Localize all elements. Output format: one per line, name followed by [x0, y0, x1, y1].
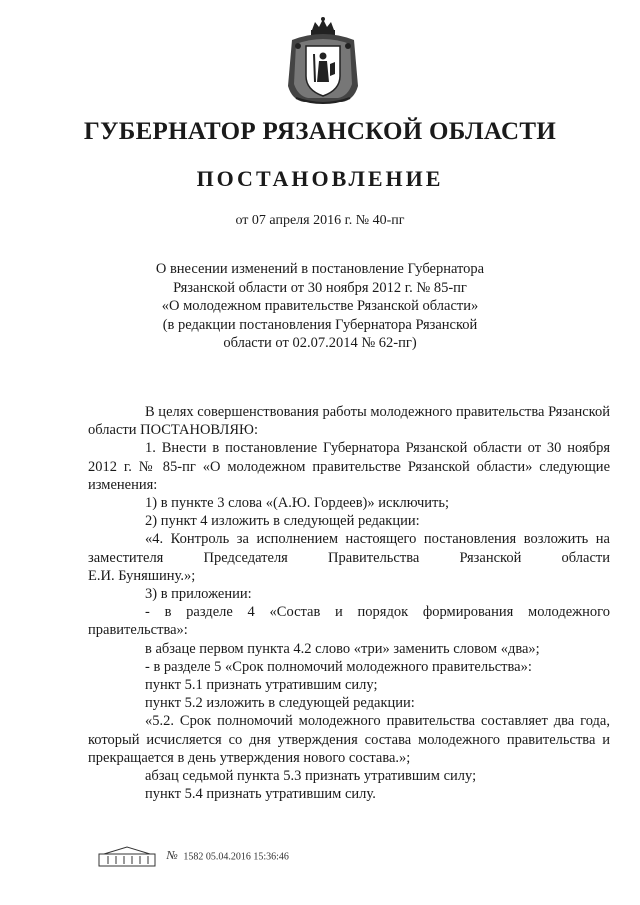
point-5-1-change: пункт 5.1 признать утратившим силу; [145, 677, 378, 694]
authority-title: ГУБЕРНАТОР РЯЗАНСКОЙ ОБЛАСТИ [83, 118, 557, 145]
point-5-2-change: пункт 5.2 изложить в следующей редакции: [145, 695, 415, 712]
office-stamp-icon [98, 846, 156, 868]
quote-point-4-end: Е.И. Буняшину.»; [88, 567, 196, 584]
quote-point-4: «4. Контроль за исполнением настоящего постановления возложить на заместителя Председателя Правительства Рязанской области [88, 531, 610, 566]
intro-paragraph: В целях совершенствования работы молодежного правительства Рязанской области ПОСТАНОВЛЯЮ: [88, 404, 610, 439]
point-5-4-change: пункт 5.4 признать утратившим силу. [145, 786, 376, 803]
document-body [88, 403, 610, 803]
subject-line: Рязанской области от 30 ноября 2012 г. № 85-пг [173, 279, 467, 296]
section-5-change: - в разделе 5 «Срок полномочий молодежного правительства»: [145, 658, 532, 675]
quote-point-5-2: «5.2. Срок полномочий молодежного правительства составляет два года, который исчисляется со дня утверждения состава молодежного правительства и прекращается в день утверждения нового состава.»; [88, 713, 610, 766]
subitem-3: 3) в приложении: [145, 586, 252, 603]
number-symbol: № [166, 848, 178, 863]
subitem-1: 1) в пункте 3 слова «(А.Ю. Гордеев)» исключить; [145, 495, 450, 512]
subject-line: «О молодежном правительстве Рязанской области» [161, 298, 479, 314]
document-date-number: от 07 апреля 2016 г. № 40-пг [235, 213, 405, 228]
subject-line: области от 02.07.2014 № 62-пг) [223, 335, 417, 351]
item-1-paragraph: 1. Внести в постановление Губернатора Рязанской области от 30 ноября 2012 г. № 85-пг «О молодежном правительстве Рязанской области» следующие изменения: [88, 440, 610, 493]
point-4-2-change: в абзаце первом пункта 4.2 слово «три» заменить словом «два»; [145, 640, 540, 657]
subject-line: О внесении изменений в постановление Губернатора [155, 261, 485, 277]
subject-line: (в редакции постановления Губернатора Рязанской [162, 316, 478, 333]
section-4-change: - в разделе 4 «Состав и порядок формирования молодежного правительства»: [88, 604, 610, 639]
point-5-3-change: абзац седьмой пункта 5.3 признать утратившим силу; [145, 768, 477, 785]
registration-footer [98, 846, 289, 868]
document-type: ПОСТАНОВЛЕНИЕ [196, 166, 444, 191]
registration-number: 1582 05.04.2016 15:36:46 [183, 851, 289, 863]
subitem-2: 2) пункт 4 изложить в следующей редакции: [145, 513, 420, 530]
ryazan-coat-of-arms-icon [282, 16, 364, 106]
document-subject [0, 260, 640, 353]
